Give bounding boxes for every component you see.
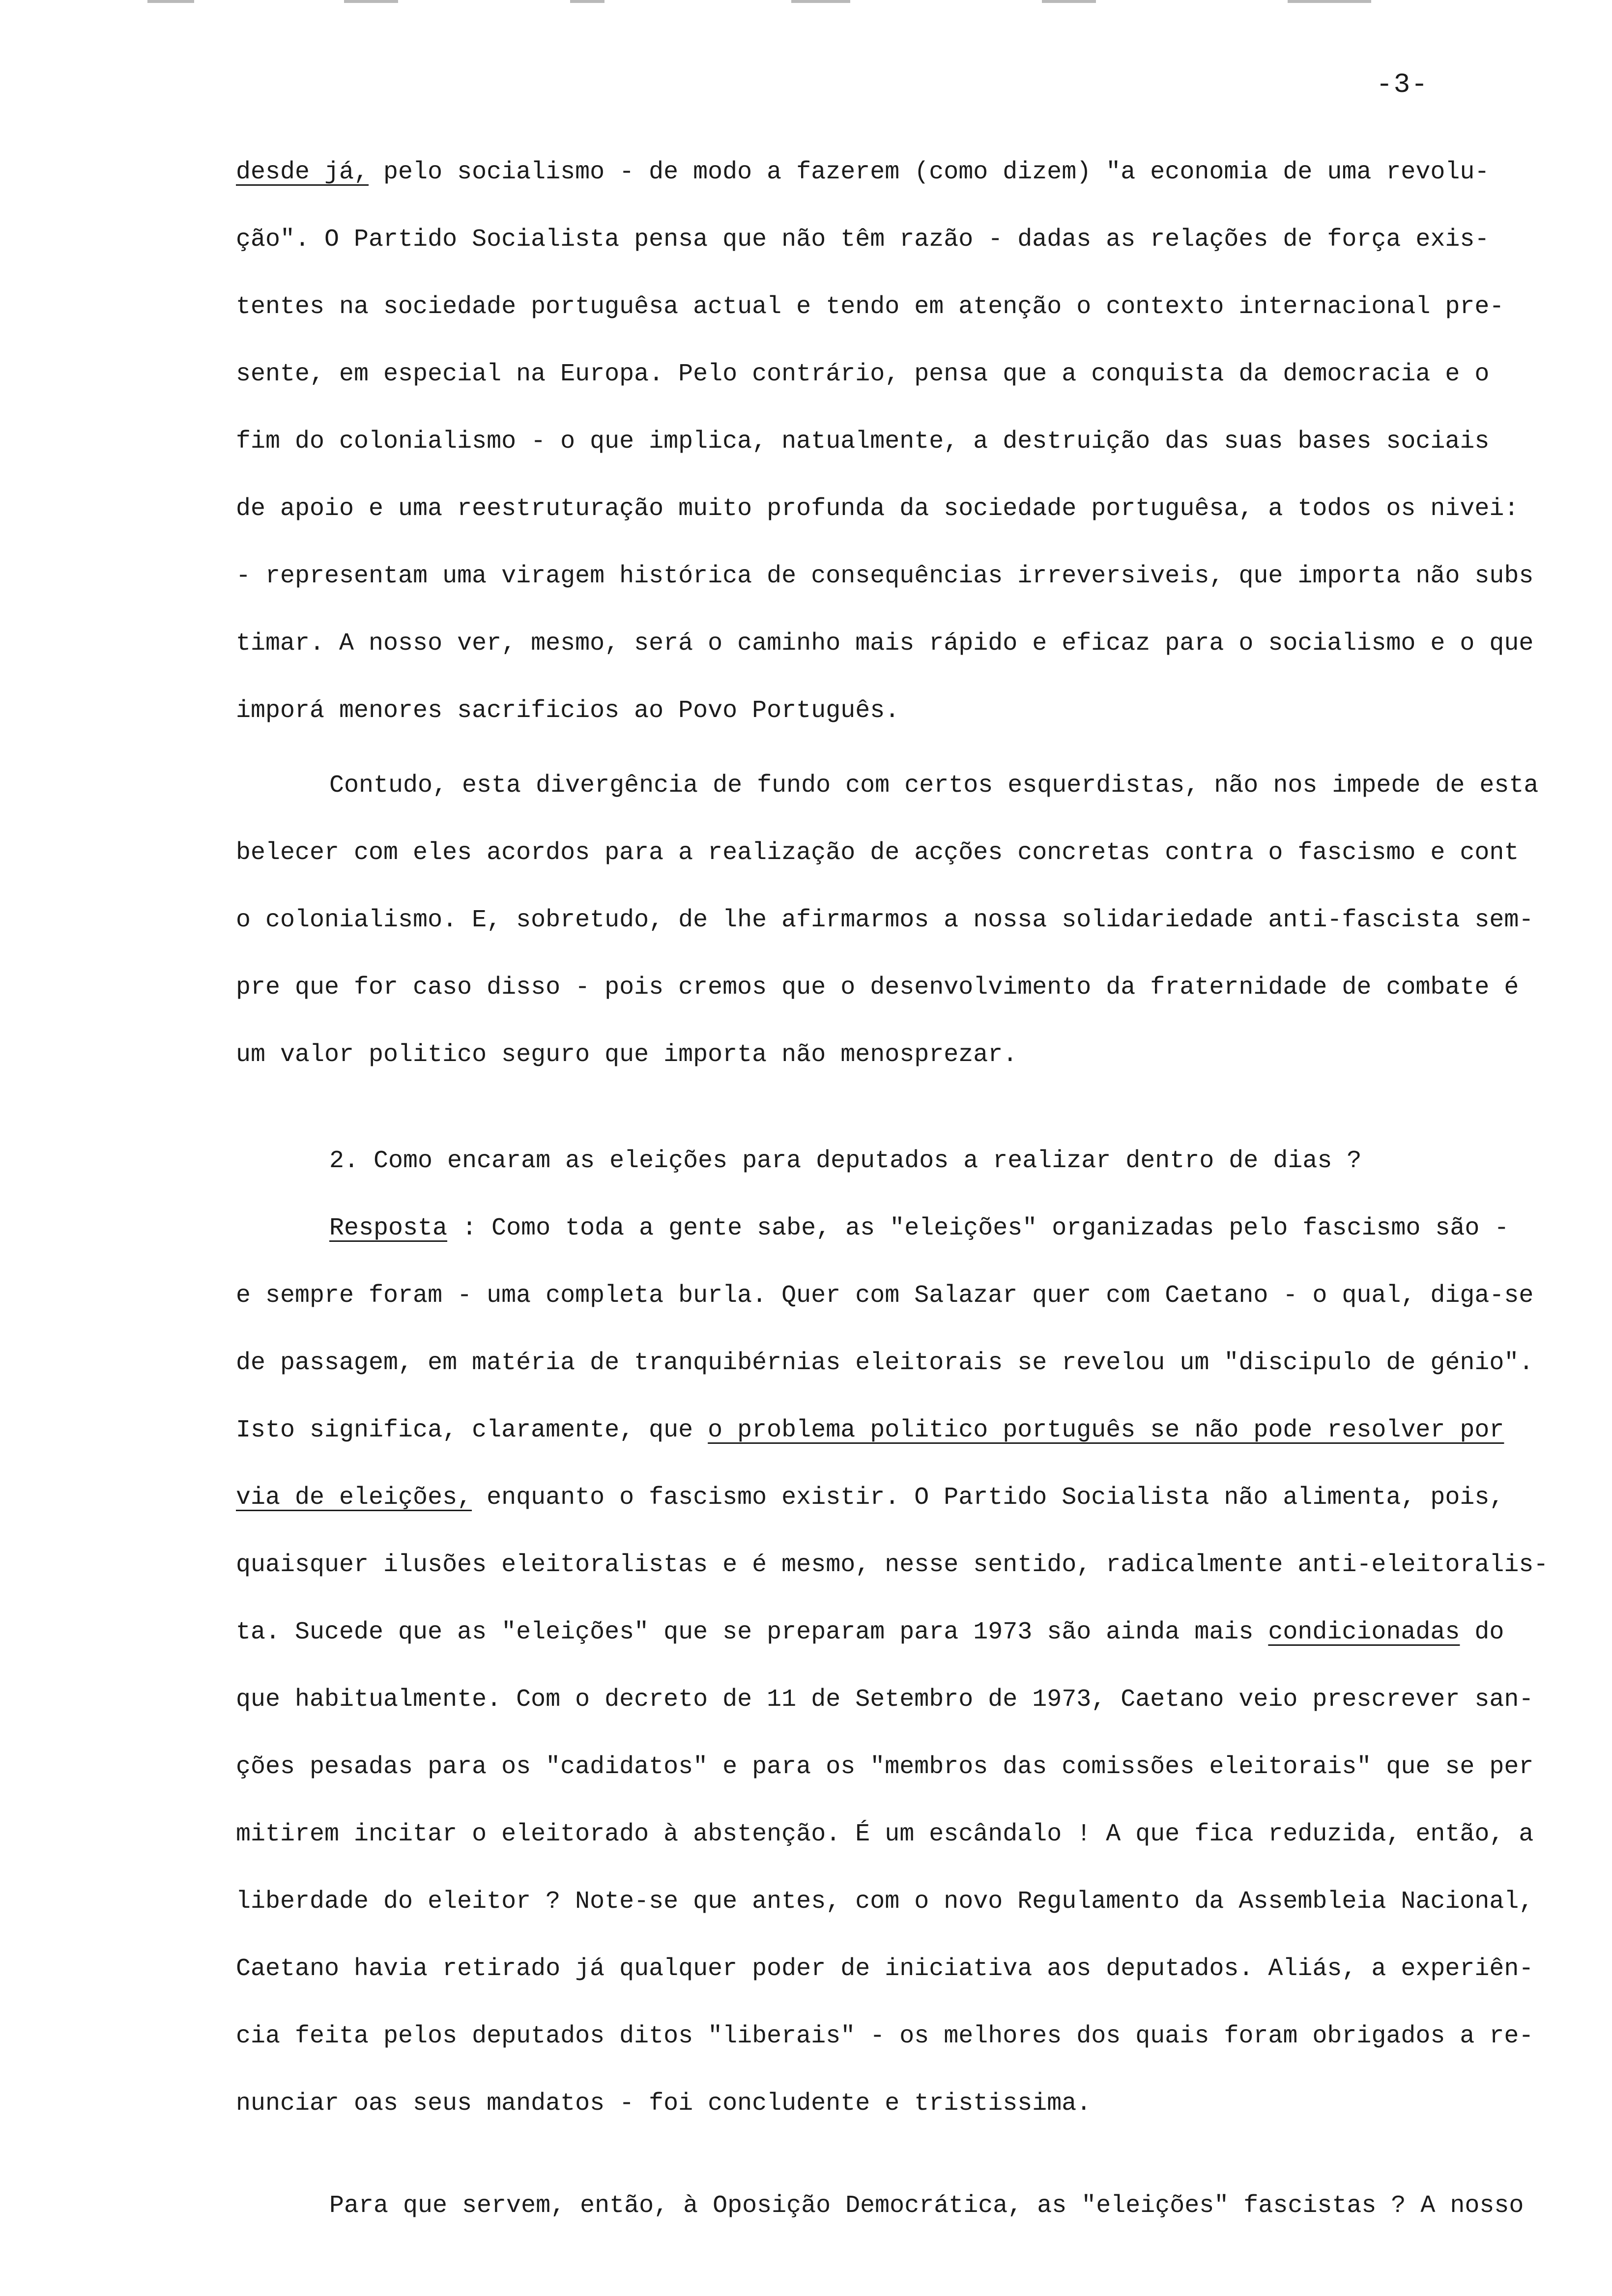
text-run: enquanto o fascismo existir. O Partido Socialista não alimenta, pois, bbox=[472, 1484, 1504, 1512]
answer-line bbox=[236, 1195, 1563, 1262]
text-line: liberdade do eleitor ? Note-se que antes, com o novo Regulamento da Assembleia Nacional, bbox=[236, 1888, 1534, 1916]
paragraph-2 bbox=[236, 752, 1563, 1089]
text-run: ta. Sucede que as "eleições" que se preparam para 1973 são ainda mais bbox=[236, 1618, 1268, 1646]
scan-rule bbox=[1042, 0, 1096, 3]
text-line: timar. A nosso ver, mesmo, será o caminho mais rápido e eficaz para o socialismo e o que bbox=[236, 630, 1534, 658]
question-line: 2. Como encaram as eleições para deputados a realizar dentro de dias ? bbox=[329, 1147, 1362, 1175]
scan-rule bbox=[147, 0, 194, 3]
text-line bbox=[236, 1599, 1563, 1666]
text-line: imporá menores sacrificios ao Povo Português. bbox=[236, 697, 900, 725]
scan-rule bbox=[570, 0, 604, 3]
underlined-text: via de eleições, bbox=[236, 1484, 472, 1512]
scan-rule bbox=[344, 0, 398, 3]
scan-rule bbox=[791, 0, 850, 3]
text-line: um valor politico seguro que importa não menosprezar. bbox=[236, 1041, 1018, 1069]
scan-rule bbox=[1288, 0, 1371, 3]
underlined-text: o problema politico português se não pode resolver por bbox=[708, 1416, 1504, 1444]
text-line bbox=[236, 1464, 1563, 1531]
text-line: pre que for caso disso - pois cremos que o desenvolvimento da fraternidade de combate é bbox=[236, 974, 1519, 1002]
text-line: - representam uma viragem histórica de consequências irreversiveis, que importa não subs bbox=[236, 562, 1534, 590]
text-line: quaisquer ilusões eleitoralistas e é mesmo, nesse sentido, radicalmente anti-eleitoralis- bbox=[236, 1551, 1549, 1579]
paragraph-1 bbox=[236, 139, 1563, 745]
text-line: ções pesadas para os "cadidatos" e para os "membros das comissões eleitorais" que se per bbox=[236, 1753, 1534, 1781]
text-line: Caetano havia retirado já qualquer poder de iniciativa aos deputados. Aliás, a experiên- bbox=[236, 1955, 1534, 1983]
paragraph-3 bbox=[236, 1127, 1563, 2137]
text-line: mitirem incitar o eleitorado à abstenção. É um escândalo ! A que fica reduzida, então, a bbox=[236, 1820, 1534, 1848]
text-line: o colonialismo. E, sobretudo, de lhe afirmarmos a nossa solidariedade anti-fascista sem- bbox=[236, 906, 1534, 934]
text-run: Isto significa, claramente, que bbox=[236, 1416, 708, 1444]
text-line: Para que servem, então, à Oposição Democrática, as "eleições" fascistas ? A nosso bbox=[329, 2192, 1524, 2220]
underlined-text: condicionadas bbox=[1268, 1618, 1460, 1646]
text-line: Contudo, esta divergência de fundo com certos esquerdistas, não nos impede de esta bbox=[329, 772, 1539, 800]
text-line: nunciar oas seus mandatos - foi concludente e tristissima. bbox=[236, 2090, 1092, 2118]
text-line: que habitualmente. Com o decreto de 11 de Setembro de 1973, Caetano veio prescrever san- bbox=[236, 1686, 1534, 1714]
underlined-text: desde já, bbox=[236, 158, 369, 186]
text-run: pelo socialismo - de modo a fazerem (como dizem) "a economia de uma revolu- bbox=[369, 158, 1490, 186]
text-line: tentes na sociedade portuguêsa actual e tendo em atenção o contexto internacional pre- bbox=[236, 293, 1504, 321]
text-line: cia feita pelos deputados ditos "liberais" - os melhores dos quais foram obrigados a re- bbox=[236, 2022, 1534, 2050]
text-line: de apoio e uma reestruturação muito profunda da sociedade portuguêsa, a todos os nivei: bbox=[236, 495, 1519, 523]
paragraph-4 bbox=[236, 2172, 1563, 2239]
page-number: -3- bbox=[1376, 69, 1429, 100]
text-line bbox=[236, 139, 1563, 206]
answer-text: : Como toda a gente sabe, as "eleições" organizadas pelo fascismo são - bbox=[447, 1214, 1509, 1242]
text-line: sente, em especial na Europa. Pelo contrário, pensa que a conquista da democracia e o bbox=[236, 360, 1490, 388]
text-line: fim do colonialismo - o que implica, natualmente, a destruição das suas bases sociais bbox=[236, 428, 1490, 456]
text-run: do bbox=[1460, 1618, 1504, 1646]
text-line: ção". O Partido Socialista pensa que não têm razão - dadas as relações de força exis- bbox=[236, 226, 1490, 254]
text-line: e sempre foram - uma completa burla. Quer com Salazar quer com Caetano - o qual, diga-se bbox=[236, 1282, 1534, 1310]
text-line bbox=[236, 1397, 1563, 1464]
text-line: de passagem, em matéria de tranquibérnias eleitorais se revelou um "discipulo de génio". bbox=[236, 1349, 1534, 1377]
text-line: belecer com eles acordos para a realização de acções concretas contra o fascismo e cont bbox=[236, 839, 1519, 867]
answer-label: Resposta bbox=[329, 1214, 448, 1242]
